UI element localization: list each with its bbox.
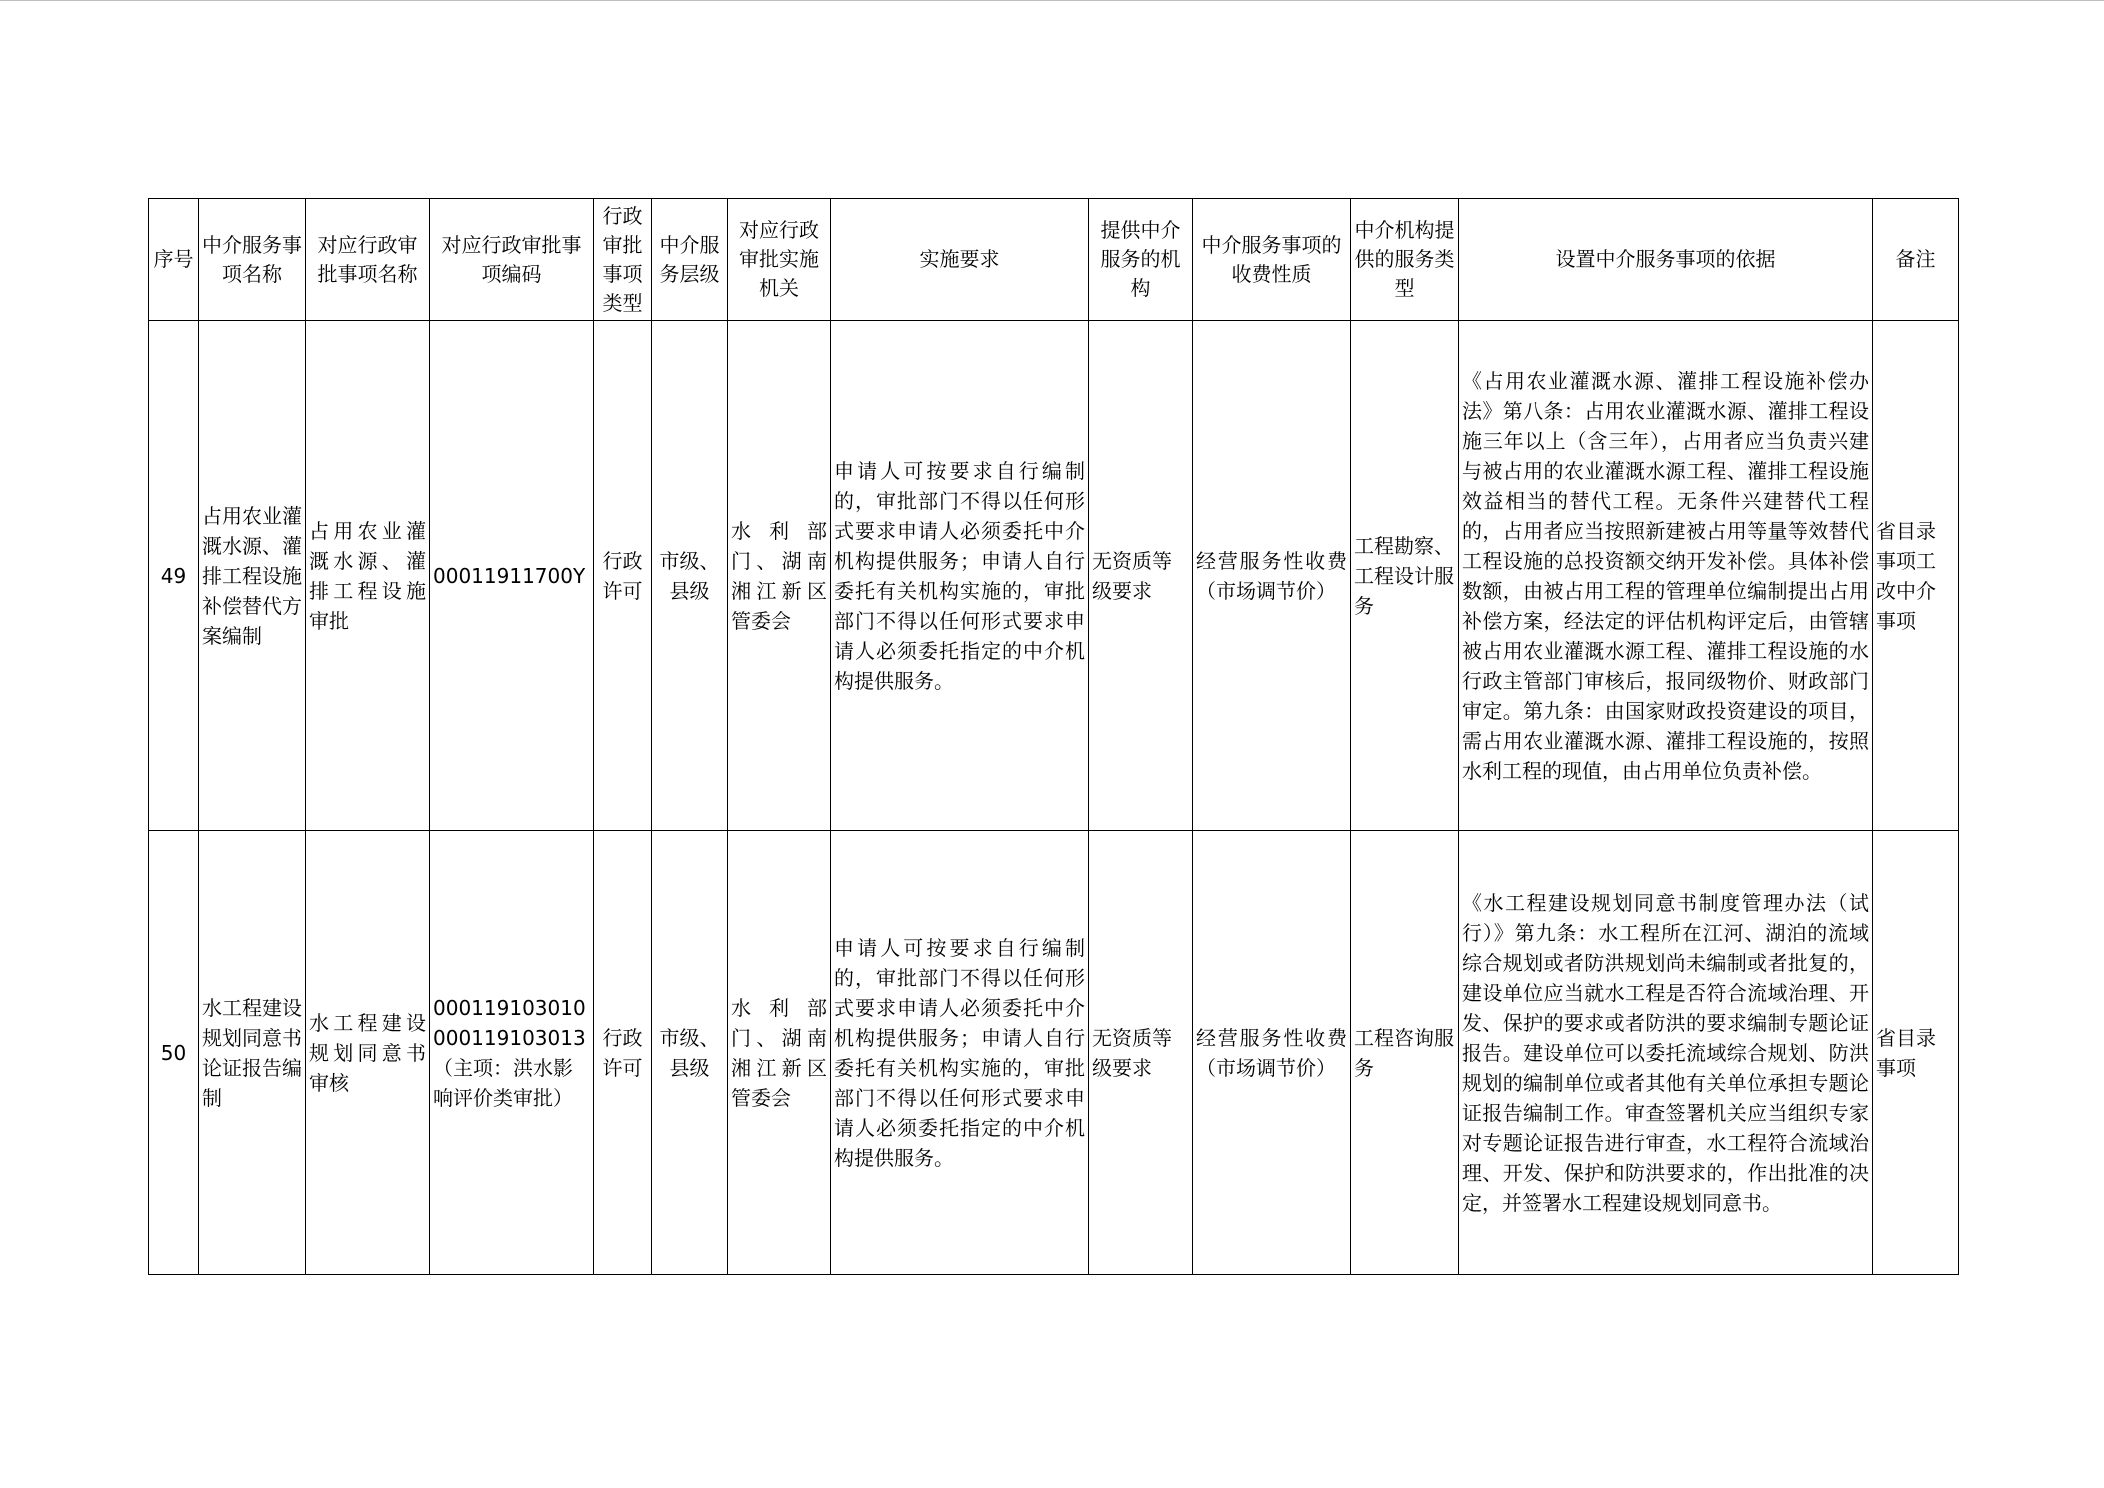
cell-agency: 水利部门、湖南湘江新区管委会 [728, 831, 831, 1275]
header-approval-name: 对应行政审批事项名称 [306, 199, 430, 321]
cell-fee-nature: 经营服务性收费（市场调节价） [1193, 831, 1351, 1275]
cell-approval-name: 占用农业灌溉水源、灌排工程设施审批 [306, 321, 430, 831]
cell-service-name: 占用农业灌溉水源、灌排工程设施补偿替代方案编制 [199, 321, 306, 831]
header-seq: 序号 [149, 199, 199, 321]
cell-service-type: 工程咨询服务 [1351, 831, 1459, 1275]
cell-requirements: 申请人可按要求自行编制的，审批部门不得以任何形式要求申请人必须委托中介机构提供服务；申请人自行委托有关机构实施的，审批部门不得以任何形式要求申请人必须委托指定的中介机构提供服务。 [831, 831, 1089, 1275]
header-service-level: 中介服务层级 [652, 199, 728, 321]
header-provider: 提供中介服务的机构 [1089, 199, 1193, 321]
cell-requirements: 申请人可按要求自行编制的，审批部门不得以任何形式要求申请人必须委托中介机构提供服务；申请人自行委托有关机构实施的，审批部门不得以任何形式要求申请人必须委托指定的中介机构提供服务。 [831, 321, 1089, 831]
cell-seq: 50 [149, 831, 199, 1275]
cell-service-name: 水工程建设规划同意书论证报告编制 [199, 831, 306, 1275]
header-service-type: 中介机构提供的服务类型 [1351, 199, 1459, 321]
cell-service-level: 市级、县级 [652, 321, 728, 831]
cell-service-level: 市级、县级 [652, 831, 728, 1275]
header-fee-nature: 中介服务事项的收费性质 [1193, 199, 1351, 321]
cell-basis: 《占用农业灌溉水源、灌排工程设施补偿办法》第八条：占用农业灌溉水源、灌排工程设施三年以上（含三年），占用者应当负责兴建与被占用的农业灌溉水源工程、灌排工程设施效益相当的替代工程。无条件兴建替代工程的，占用者应当按照新建被占用等量等效替代工程设施的总投资额交纳开发补偿。具体补偿数额，由被占用工程的管理单位编制提出占用补偿方案，经法定的评估机构评定后，由管辖被占用农业灌溉水源工程、灌排工程设施的水行政主管部门审核后，报同级物价、财政部门审定。第九条：由国家财政投资建设的项目，需占用农业灌溉水源、灌排工程设施的，按照水利工程的现值，由占用单位负责补偿。 [1459, 321, 1873, 831]
page-top-border [0, 0, 2104, 1]
cell-approval-type: 行政许可 [594, 831, 652, 1275]
cell-service-type: 工程勘察、工程设计服务 [1351, 321, 1459, 831]
header-remarks: 备注 [1873, 199, 1959, 321]
cell-agency: 水利部门、湖南湘江新区管委会 [728, 321, 831, 831]
cell-provider: 无资质等级要求 [1089, 831, 1193, 1275]
cell-approval-name: 水工程建设规划同意书审核 [306, 831, 430, 1275]
header-agency: 对应行政审批实施机关 [728, 199, 831, 321]
cell-provider: 无资质等级要求 [1089, 321, 1193, 831]
cell-seq: 49 [149, 321, 199, 831]
cell-approval-type: 行政许可 [594, 321, 652, 831]
header-service-name: 中介服务事项名称 [199, 199, 306, 321]
header-basis: 设置中介服务事项的依据 [1459, 199, 1873, 321]
table-row [149, 831, 1959, 1275]
cell-fee-nature: 经营服务性收费（市场调节价） [1193, 321, 1351, 831]
cell-remarks: 省目录事项工改中介事项 [1873, 321, 1959, 831]
cell-basis: 《水工程建设规划同意书制度管理办法（试行）》第九条：水工程所在江河、湖泊的流域综合规划或者防洪规划尚未编制或者批复的，建设单位应当就水工程是否符合流域治理、开发、保护的要求或者防洪的要求编制专题论证报告。建设单位可以委托流域综合规划、防洪规划的编制单位或者其他有关单位承担专题论证报告编制工作。审查签署机关应当组织专家对专题论证报告进行审查，水工程符合流域治理、开发、保护和防洪要求的，作出批准的决定，并签署水工程建设规划同意书。 [1459, 831, 1873, 1275]
intermediary-services-table [148, 198, 1959, 1275]
cell-approval-code: 00011911700Y [430, 321, 594, 831]
table-header-row [149, 199, 1959, 321]
header-approval-type: 行政审批事项类型 [594, 199, 652, 321]
cell-approval-code: 000119103010 000119103013（主项：洪水影响评价类审批） [430, 831, 594, 1275]
cell-remarks: 省目录事项 [1873, 831, 1959, 1275]
header-requirements: 实施要求 [831, 199, 1089, 321]
header-approval-code: 对应行政审批事项编码 [430, 199, 594, 321]
table-row [149, 321, 1959, 831]
